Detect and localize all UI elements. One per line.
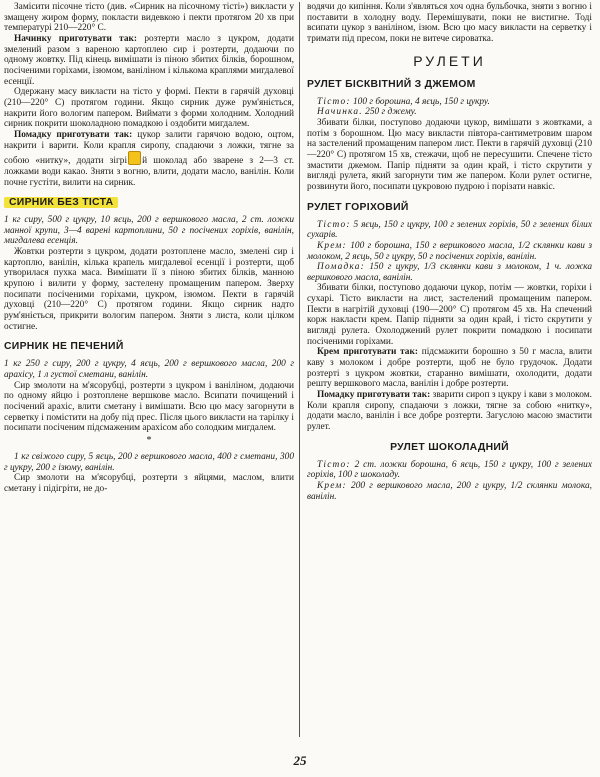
ingredients-list: Крем: 100 г борошна, 150 г вершкового масла, 1/2 склянки кави з молоком, 2 яєць, 50 г цукру, 50 г посічених горіхів, ванілін. bbox=[307, 240, 592, 262]
paragraph: Крем приготувати так: підсмажити борошно з 50 г масла, влити каву з молоком і добре розтерти, щоб не було грудочок. Додати розтерті з цукром жовтки, старанно вимішати, охолодити, додати решту вершкового масла, ванілін і добре розтерти. bbox=[307, 347, 592, 390]
separator-asterisk: * bbox=[146, 434, 152, 446]
ingredients-list: Тісто: 100 г борошна, 4 яєць, 150 г цукру. bbox=[317, 96, 490, 107]
run-in-label: Помадку приготувати так: bbox=[14, 129, 133, 140]
paragraph-text: розтерти масло з цукром, додати змелений разом з вареною картоплею сир і розтерти, додаючи по одному жовтку. Під кінець вимішати із піною збитих білків, борошном, посіченими горіхами, ізюмом, ваніліном і кількома краплями мигдалевої есенції. bbox=[4, 33, 294, 87]
recipe-heading: СИРНИК НЕ ПЕЧЕНИЙ bbox=[4, 341, 124, 353]
recipe-heading: РУЛЕТ ШОКОЛАДНИЙ bbox=[390, 441, 509, 453]
paragraph bbox=[4, 34, 294, 87]
run-in-label: Начинку приготувати так: bbox=[14, 33, 138, 44]
ingredients-label: Тісто: bbox=[317, 459, 351, 470]
paragraph-text: цукор залити гарячою водою, оцтом, накрити і варити. Коли крапля сиропу, спадаючи з ложки, тягне за собою «нитку», додати зігрі bbox=[4, 129, 294, 167]
paragraph: Жовтки розтерти з цукром, додати розтоплене масло, змелені сир і картоплю, ванілін, кілька крапель мигдалевої есенції і розтерти, щоб утворилася пухка маса. Вимішати її з піною збитих білків, манною крупою і вилити у форму, застелену промащеним папером. Зверху посипати посіченими горіхами, цукром, ізюмом. Пекти в гарячій духовці (210—220° С) протягом години. Якщо сирник надто рум'яніється, прикрити вологим папером. Зняти з листа, коли цілком остигне. bbox=[4, 247, 294, 332]
paragraph bbox=[4, 130, 294, 188]
ingredients-list: Помадка: 150 г цукру, 1/3 склянки кави з молоком, 1 ч. ложка вершкового масла, ванілін. bbox=[307, 262, 592, 283]
ingredients-list: Крем: 200 г вершкового масла, 200 г цукру, 1/2 склянки молока, ванілін. bbox=[307, 480, 592, 502]
paragraph: Замісити пісочне тісто (див. «Сирник на пісочному тісті») викласти у змащену жиром форму, покласти видевкою і пекти протягом 20 хв при температурі 210—220° С. bbox=[4, 2, 294, 34]
paragraph: водячи до кипіння. Коли з'являться хоч одна бульбочка, зняти з вогню і поставити в холодну воду. Перемішувати, поки не вистигне. Тоді всипати цукор з ваніліном, ізюм. Всю цю масу викласти на серветку і тримати під пресом, поки не витече сироватка. bbox=[307, 2, 592, 44]
ingredients-list: Начинка. 250 г джему. bbox=[317, 107, 417, 118]
highlighted-heading: СИРНИК БЕЗ ТІСТА bbox=[4, 197, 118, 208]
paragraph: Збивати білки, поступово додаючи цукор, потім — жовтки, горіхи і сухарі. Тісто викласти на лист, застелений промащеним папером. Пекти в нагрітій духовці (190—200° С) протягом 45 хв. На спечений корж накласти крем. Папір підняти за один край, і тісто скрутити у вигляді рулета. Охолоджений рулет покрити помадкою і посипати посіченими горіхами. bbox=[307, 283, 592, 347]
ingredients-label: Начинка. bbox=[317, 107, 363, 118]
paragraph: Одержану масу викласти на тісто у формі. Пекти в гарячій духовці (210—220° С) протягом години. Якщо сирник дуже рум'яніється, накрити його вологим папером. Виймати з форми холодним. Холодний сирник покрити шоколадною помадкою і оздобити мигдалем. bbox=[4, 87, 294, 130]
right-column bbox=[307, 2, 592, 502]
run-in-label: Помадку приготувати так: bbox=[317, 390, 431, 401]
ingredients-list: Тісто: 2 ст. ложки борошна, 6 яєць, 150 г цукру, 100 г зелених горіхів, 100 г шоколаду. bbox=[307, 459, 592, 481]
recipe-heading bbox=[4, 197, 294, 209]
ingredients-label: Тісто: bbox=[317, 219, 351, 230]
ingredients-label: Крем: bbox=[317, 240, 347, 251]
paragraph: Сир змолоти на м'ясорубці, розтерти з цукром і ваніліном, додаючи по одному яйцю і розтоплене вершкове масло. Всипати почищений і посічений арахіс, влити сметану і вимішати. Всю цю масу загорнути в серветку і помістити на добу під прес. Після цього викласти на тарілку і посипати посіченим підсмаженим арахісом або солодким мигдалем. bbox=[4, 380, 294, 434]
paragraph-text: й шоколад або зварене з 2—3 ст. ложками води какао. Зняти з вогню, влити, додати масло, ванілін. Коли почне густіти, вилити на сирник. bbox=[4, 156, 294, 188]
section-title: РУЛЕТИ bbox=[413, 52, 486, 69]
ingredients-list: Тісто: 5 яєць, 150 г цукру, 100 г зелених горіхів, 50 г зелених білих сухарів. bbox=[307, 219, 592, 241]
paragraph: Помадку приготувати так: зварити сироп з цукру і кави з молоком. Коли крапля сиропу, спадаючи з ложки, тягне за собою «нитку», додати масло, ванілін і все добре розтерти. Загуслою масою змастити рулет. bbox=[307, 390, 592, 432]
annotation-marker-icon[interactable] bbox=[128, 151, 141, 165]
recipe-heading: РУЛЕТ ГОРІХОВИЙ bbox=[307, 201, 409, 213]
paragraph: Збивати білки, поступово додаючи цукор, вимішати з жовтками, а потім з борошном. Цю масу викласти півтора-сантиметровим шаром на застелений промащеним папером лист. Пекти в гарячій духовці (210—220° С) протягом 15 хв, стежачи, щоб не пересушити. Спечене тісто змастити джемом. Папір підняти за один край, і тісто скрутити у вигляді рулета, який загорнути тим же папером. Коли рулет остигне, розвинути його, посипати цукровою пудрою і порізати навкіс. bbox=[307, 117, 592, 192]
ingredients-label: Помадка: bbox=[317, 262, 365, 273]
recipe-heading: РУЛЕТ БІСКВІТНИЙ З ДЖЕМОМ bbox=[307, 78, 476, 90]
ingredients-label: Крем: bbox=[317, 480, 347, 491]
ingredients-label: Тісто: bbox=[317, 96, 351, 107]
ingredients-list: 1 кг 250 г сиру, 200 г цукру, 4 яєць, 200 г вершкового масла, 200 г арахісу, 1 л густої сметани, ванілін. bbox=[4, 359, 294, 381]
left-column bbox=[4, 2, 294, 495]
page-number: 25 bbox=[293, 753, 307, 768]
ingredients-list: 1 кг свіжого сиру, 5 яєць, 200 г вершкового масла, 400 г сметани, 300 г цукру, 200 г ізюму, ванілін. bbox=[4, 451, 294, 473]
column-divider bbox=[299, 2, 300, 737]
paragraph: Сир змолоти на м'ясорубці, розтерти з яйцями, маслом, влити сметану і підігріти, не до- bbox=[4, 473, 294, 494]
run-in-label: Крем приготувати так: bbox=[317, 347, 418, 358]
ingredients-list: 1 кг сиру, 500 г цукру, 10 яєць, 200 г вершкового масла, 2 ст. ложки манної крупи, 3—4 варені картоплини, 50 г посічених горіхів, ванілін, мигдалева есенція. bbox=[4, 215, 294, 247]
